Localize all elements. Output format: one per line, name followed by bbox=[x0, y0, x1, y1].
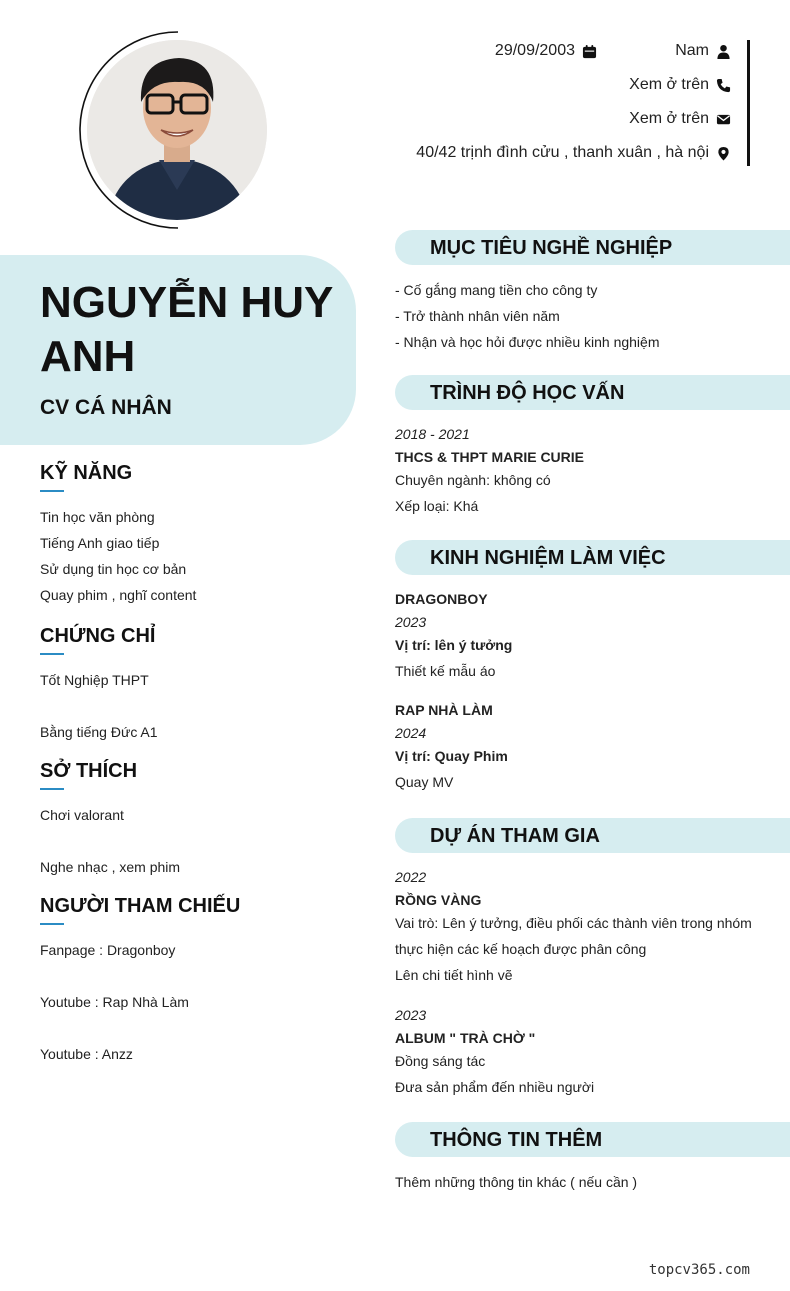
experience-header bbox=[395, 540, 790, 575]
skill-item: Sử dụng tin học cơ bản bbox=[40, 561, 187, 577]
job-position: Vị trí: lên ý tưởng bbox=[395, 637, 513, 653]
job-description: Quay MV bbox=[395, 774, 454, 790]
project-year: 2022 bbox=[395, 869, 427, 885]
education-grade: Xếp loại: Khá bbox=[395, 498, 479, 514]
objective-item: - Nhận và học hỏi được nhiều kinh nghiệm bbox=[395, 334, 660, 350]
education-body bbox=[395, 421, 765, 519]
watermark: topcv365.com bbox=[648, 1262, 750, 1278]
certificate-item: Tốt Nghiệp THPT bbox=[40, 672, 149, 688]
job-company: DRAGONBOY bbox=[395, 591, 488, 607]
experience-title: KINH NGHIỆM LÀM VIỆC bbox=[430, 547, 666, 569]
objective-header bbox=[395, 230, 790, 265]
section-underline bbox=[40, 490, 64, 492]
skill-item: Tiếng Anh giao tiếp bbox=[40, 535, 160, 551]
phone-text: Xem ở trên bbox=[629, 76, 709, 93]
job-description: Thiết kế mẫu áo bbox=[395, 663, 496, 679]
project-line: Vai trò: Lên ý tưởng, điều phối các thành viên trong nhóm bbox=[395, 915, 752, 931]
email-text: Xem ở trên bbox=[629, 110, 709, 127]
section-underline bbox=[40, 788, 64, 790]
extra-title: THÔNG TIN THÊM bbox=[430, 1129, 603, 1151]
skill-item: Quay phim , nghĩ content bbox=[40, 587, 197, 603]
skills-title: KỸ NĂNG bbox=[40, 462, 133, 484]
skill-item: Tin học văn phòng bbox=[40, 509, 155, 525]
profile-photo-frame bbox=[78, 30, 278, 230]
extra-body bbox=[395, 1169, 765, 1195]
certificate-item: Bằng tiếng Đức A1 bbox=[40, 724, 158, 740]
person-icon bbox=[715, 43, 731, 59]
references-title: NGƯỜI THAM CHIẾU bbox=[40, 895, 241, 917]
hobbies-section bbox=[40, 757, 340, 880]
cv-subtitle: CV CÁ NHÂN bbox=[40, 396, 172, 419]
section-underline bbox=[40, 923, 64, 925]
projects-header bbox=[395, 818, 790, 853]
contact-email bbox=[629, 110, 731, 128]
project-name: RỒNG VÀNG bbox=[395, 892, 482, 908]
reference-item: Youtube : Rap Nhà Làm bbox=[40, 994, 189, 1010]
education-major: Chuyên ngành: không có bbox=[395, 472, 551, 488]
contact-dob bbox=[495, 42, 597, 60]
certificates-section bbox=[40, 622, 340, 745]
contact-block bbox=[370, 40, 750, 166]
map-pin-icon bbox=[715, 145, 731, 161]
job-company: RAP NHÀ LÀM bbox=[395, 702, 493, 718]
job-year: 2024 bbox=[395, 725, 427, 741]
references-section bbox=[40, 892, 340, 1067]
objective-item: - Trở thành nhân viên năm bbox=[395, 308, 560, 324]
gender-text: Nam bbox=[675, 42, 709, 59]
objective-title: MỤC TIÊU NGHỀ NGHIỆP bbox=[430, 237, 673, 259]
job-position: Vị trí: Quay Phim bbox=[395, 748, 508, 764]
projects-title: DỰ ÁN THAM GIA bbox=[430, 825, 600, 847]
education-header bbox=[395, 375, 790, 410]
profile-photo bbox=[87, 40, 267, 220]
projects-body bbox=[395, 864, 765, 1100]
education-school: THCS & THPT MARIE CURIE bbox=[395, 449, 584, 465]
reference-item: Youtube : Anzz bbox=[40, 1046, 133, 1062]
hobby-item: Nghe nhạc , xem phim bbox=[40, 859, 181, 875]
reference-item: Fanpage : Dragonboy bbox=[40, 942, 176, 958]
contact-phone bbox=[629, 76, 731, 94]
education-period: 2018 - 2021 bbox=[395, 426, 470, 442]
job-year: 2023 bbox=[395, 614, 427, 630]
hobby-item: Chơi valorant bbox=[40, 807, 124, 823]
contact-address bbox=[416, 144, 731, 162]
dob-text: 29/09/2003 bbox=[494, 42, 575, 59]
objective-item: - Cố gắng mang tiền cho công ty bbox=[395, 282, 598, 298]
left-column bbox=[40, 459, 340, 1081]
project-line: thực hiện các kế hoạch được phân công bbox=[395, 941, 647, 957]
certificates-title: CHỨNG CHỈ bbox=[40, 625, 156, 647]
section-underline bbox=[40, 653, 64, 655]
contact-gender bbox=[675, 42, 731, 60]
objective-body bbox=[395, 277, 765, 355]
phone-icon bbox=[715, 77, 731, 93]
education-title: TRÌNH ĐỘ HỌC VẤN bbox=[430, 382, 625, 404]
address-text: 40/42 trịnh đình cửu , thanh xuân , hà nội bbox=[416, 144, 709, 161]
extra-header bbox=[395, 1122, 790, 1157]
calendar-icon bbox=[581, 43, 597, 59]
project-year: 2023 bbox=[395, 1007, 427, 1023]
project-line: Lên chi tiết hình vẽ bbox=[395, 967, 513, 983]
hobbies-title: SỞ THÍCH bbox=[40, 760, 138, 782]
project-line: Đồng sáng tác bbox=[395, 1053, 486, 1069]
project-name: ALBUM " TRÀ CHỜ " bbox=[395, 1030, 536, 1046]
skills-section bbox=[40, 459, 340, 608]
candidate-name: NGUYỄN HUY ANH bbox=[40, 278, 333, 381]
experience-body bbox=[395, 586, 765, 795]
envelope-icon bbox=[715, 111, 731, 127]
project-line: Đưa sản phẩm đến nhiều người bbox=[395, 1079, 595, 1095]
extra-text: Thêm những thông tin khác ( nếu cần ) bbox=[395, 1174, 638, 1190]
